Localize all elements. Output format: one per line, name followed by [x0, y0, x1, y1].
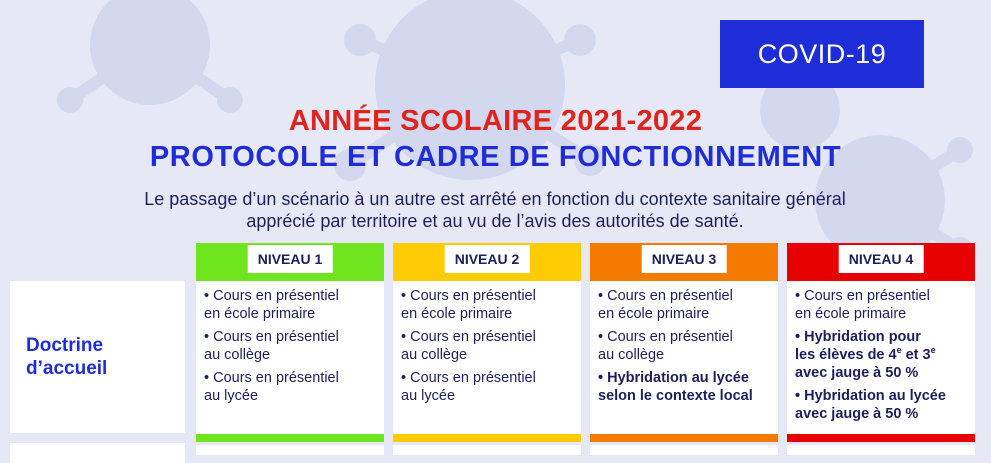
- list-item: • Cours en présentiel au lycée: [204, 370, 339, 404]
- page-title: ANNÉE SCOLAIRE 2021-2022: [288, 105, 703, 137]
- list-item: • Cours en présentiel au lycée: [401, 370, 536, 404]
- row-header-label: [26, 334, 107, 380]
- level-next-row-4: [787, 445, 975, 455]
- level-body-1: [196, 281, 384, 434]
- list-item: • Cours en présentiel au collège: [204, 329, 339, 363]
- row-header-line-1: Doctrine: [26, 335, 104, 356]
- level-label-4: NIVEAU 4: [839, 245, 924, 273]
- level-footer-1: [196, 434, 384, 442]
- row-header-next: [10, 443, 185, 463]
- list-item: • Hybridation au lycée avec jauge à 50 %: [795, 388, 946, 422]
- level-footer-3: [590, 434, 778, 442]
- level-footer-2: [393, 434, 581, 442]
- list-item: • Cours en présentiel au collège: [598, 329, 733, 363]
- page-subtitle: PROTOCOLE ET CADRE DE FONCTIONNEMENT: [149, 141, 842, 173]
- row-header-line-2: d’accueil: [26, 358, 108, 379]
- level-label-1: NIVEAU 1: [248, 245, 333, 273]
- list-item: • Hybridation au lycée selon le contexte local: [598, 370, 753, 404]
- level-header-3: [590, 243, 778, 281]
- level-header-2: [393, 243, 581, 281]
- level-body-2: [393, 281, 581, 434]
- level-body-4: [787, 281, 975, 434]
- list-item: • Cours en présentiel en école primaire: [795, 288, 930, 322]
- list-item: • Cours en présentiel au collège: [401, 329, 536, 363]
- covid-badge: [720, 20, 924, 88]
- list-item: • Cours en présentiel en école primaire: [204, 288, 339, 322]
- level-next-row-1: [196, 445, 384, 455]
- level-column-3: [590, 243, 778, 453]
- list-item: • Hybridation pour les élèves de 4e et 3e avec jauge à 50 %: [795, 329, 936, 381]
- level-column-4: [787, 243, 975, 453]
- level-body-3: [590, 281, 778, 434]
- level-footer-4: [787, 434, 975, 442]
- level-header-4: [787, 243, 975, 281]
- list-item: • Cours en présentiel en école primaire: [598, 288, 733, 322]
- level-next-row-2: [393, 445, 581, 455]
- list-item: • Cours en présentiel en école primaire: [401, 288, 536, 322]
- intro-line-1: Le passage d’un scénario à un autre est arrêté en fonction du contexte sanitaire général: [144, 189, 846, 209]
- level-next-row-3: [590, 445, 778, 455]
- level-column-1: [196, 243, 384, 453]
- level-label-2: NIVEAU 2: [445, 245, 530, 273]
- intro-text: [60, 188, 930, 232]
- level-column-2: [393, 243, 581, 453]
- covid-badge-label: COVID-19: [757, 38, 887, 69]
- intro-line-2: apprécié par territoire et au vu de l’avis des autorités de santé.: [246, 211, 744, 231]
- row-header-doctrine: [10, 281, 185, 433]
- level-header-1: [196, 243, 384, 281]
- level-label-3: NIVEAU 3: [642, 245, 727, 273]
